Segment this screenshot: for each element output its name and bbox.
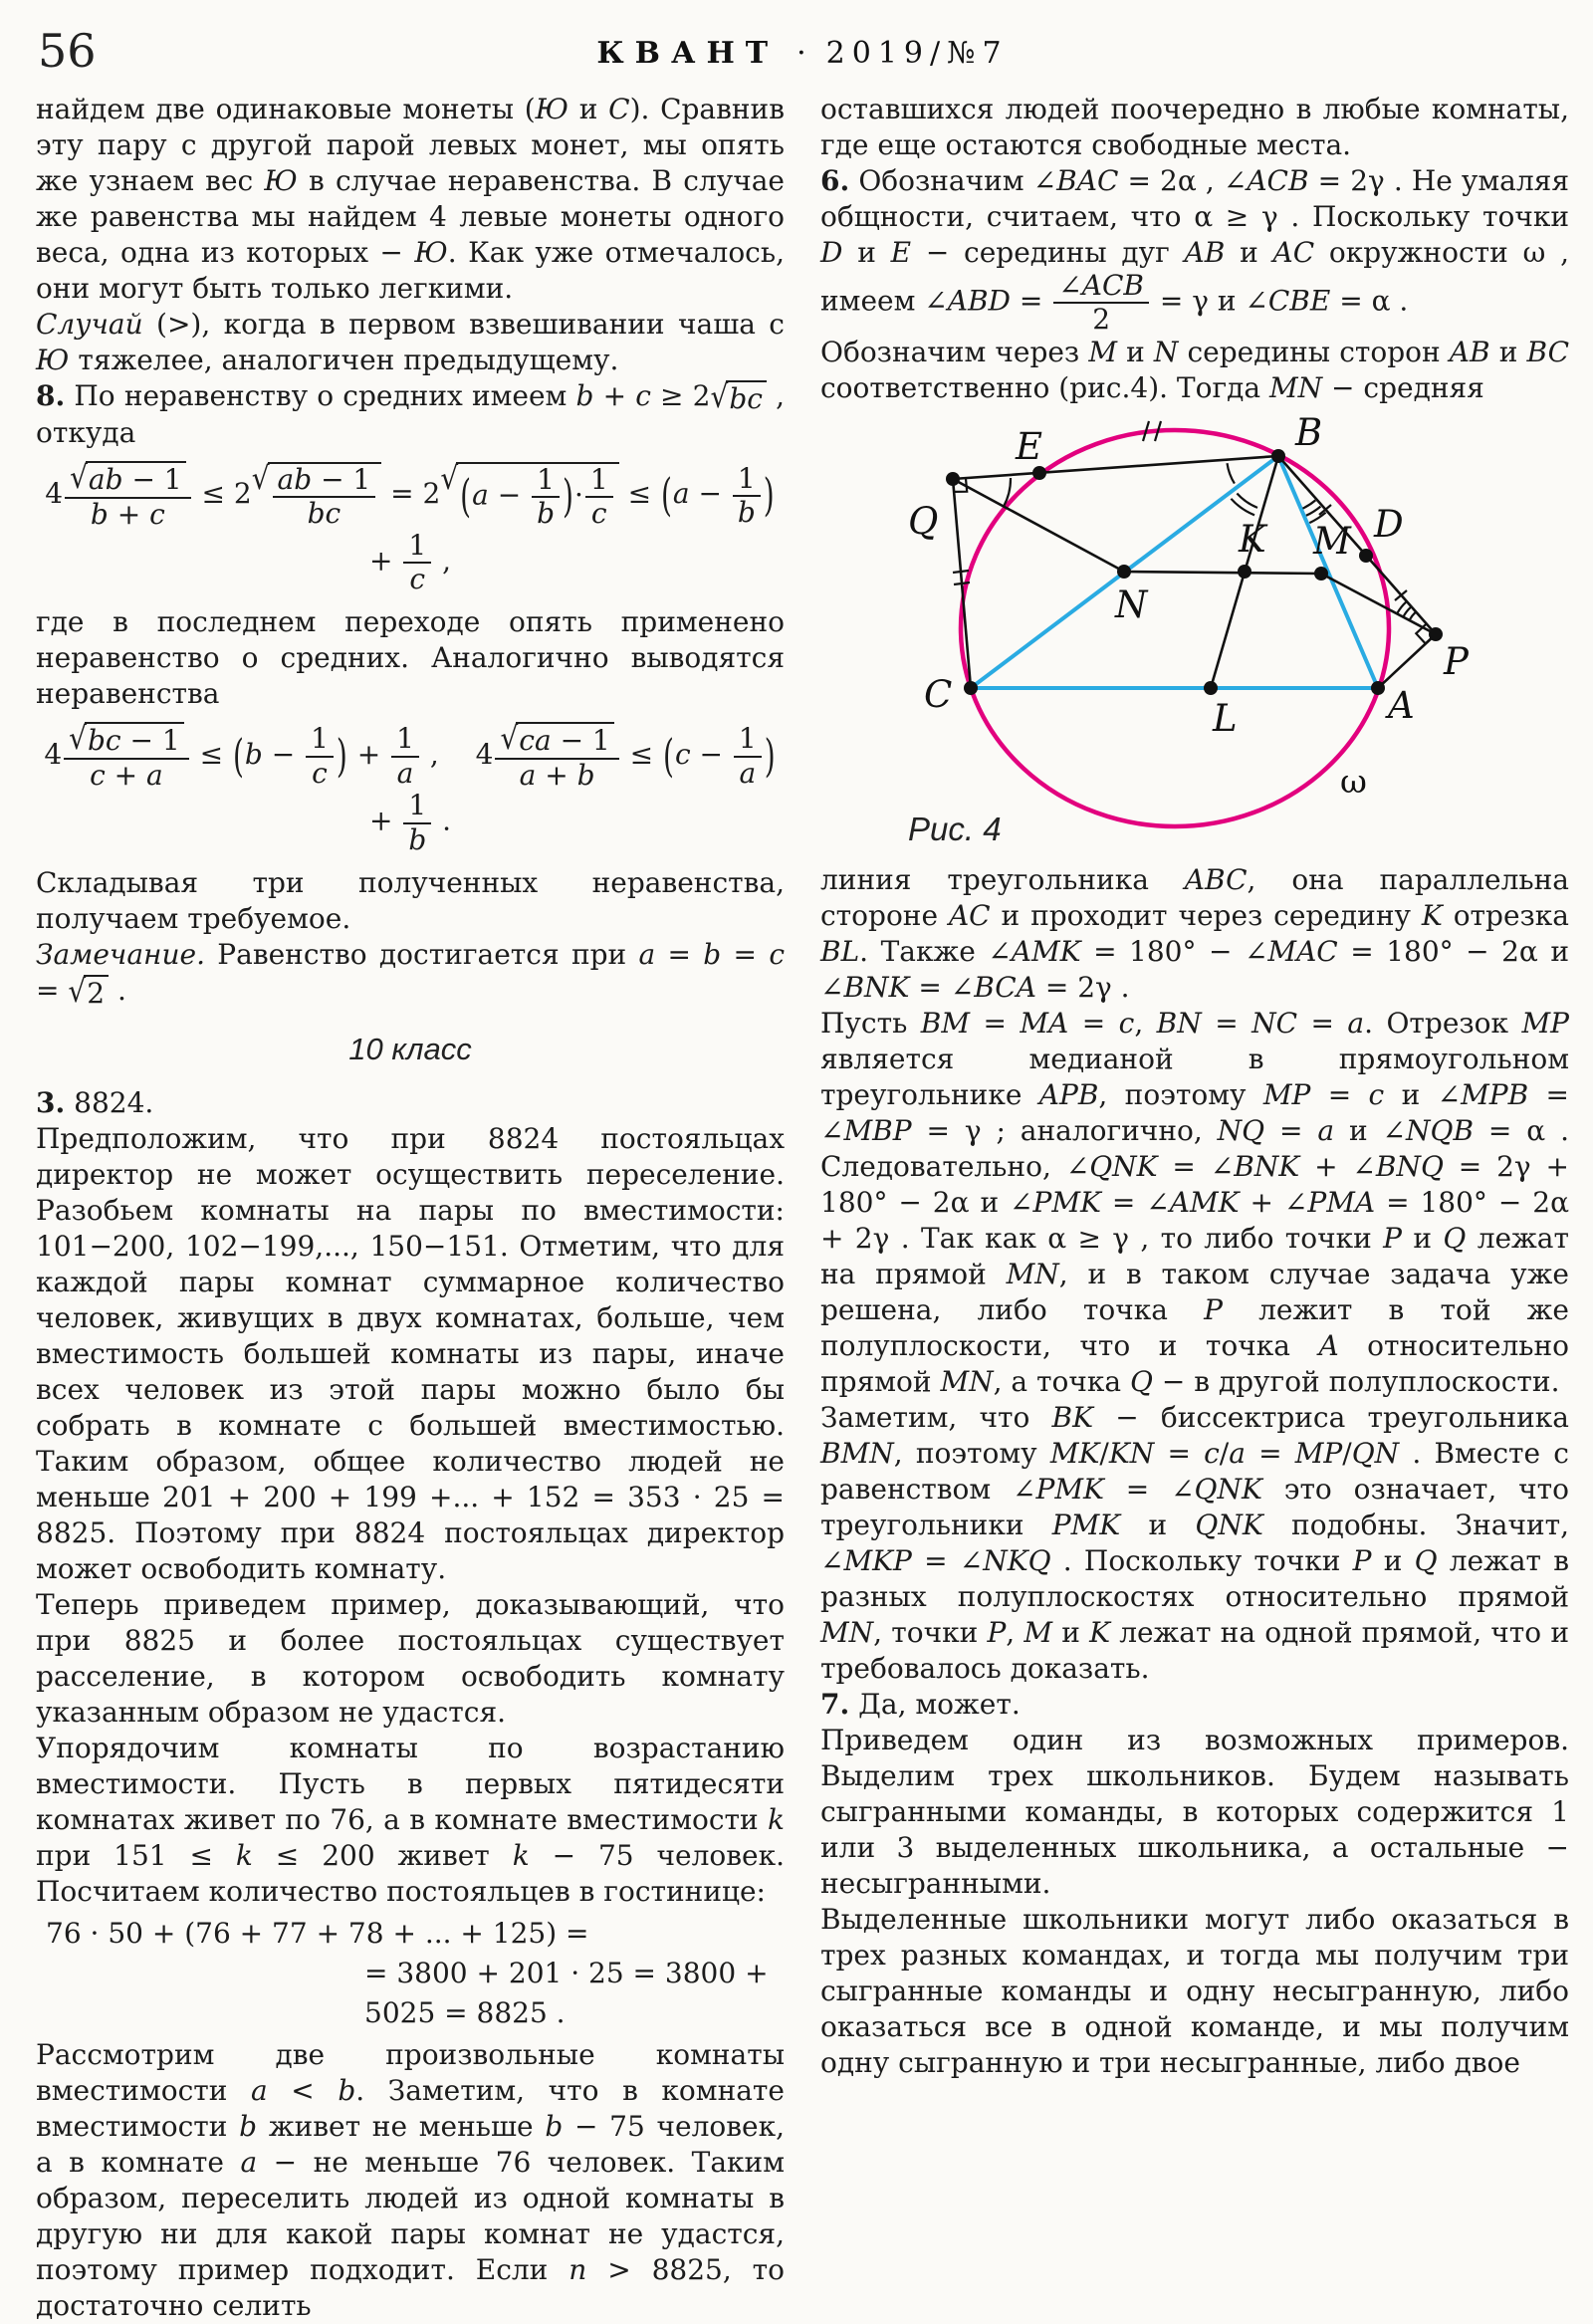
math-var: b	[575, 379, 594, 412]
paragraph: найдем две одинаковые монеты (Ю и С). Сравнив эту пару с другой парой левых монет, мы опять же узнаем вес Ю в случае неравенства. В случае же равенства мы найдем 4 левые монеты одного веса, одна из которых − Ю. Как уже отмечалось, они могут быть только легкими.	[36, 93, 786, 305]
math-var: c	[674, 738, 691, 772]
fraction: $\frac{1}{c}$	[304, 724, 336, 788]
math-var: D	[820, 236, 843, 269]
math-var: MAC	[1267, 935, 1338, 969]
math-var: MN	[1006, 1258, 1059, 1291]
math-var: bc	[729, 381, 763, 415]
paragraph: Предположим, что при 8824 постояльцах директор не может осуществить переселение. Разобьем комнаты на пары по вместимости: 101−200, 102−199,..., 150−151. Отметим, что для каждой пары комнат суммарное количество человек, живущих в двух комнатах, больше, чем вместимость большей комнаты из пары, иначе всех человек из этой пары можно было бы собрать в комнате с большей вместимостью. Таким образом, общее количество людей не меньше 201 + 200 + 199 +... + 152 = 353 · 25 = 8825. Поэтому при 8824 постояльцах директор может освободить комнату.	[36, 1121, 785, 1585]
math-var: a	[672, 477, 690, 511]
fraction: $\frac{\text{∠ACB}}{2}$	[1051, 271, 1151, 335]
math-var: APB	[1038, 1078, 1099, 1112]
math-var: Ю	[36, 344, 70, 376]
point-label-d: D	[1374, 503, 1404, 547]
math-var: n	[569, 2252, 587, 2286]
math-var: P	[1204, 1293, 1223, 1327]
math-var: Q	[1414, 1544, 1438, 1578]
math-var: b	[576, 759, 595, 793]
math-var: ab	[88, 463, 123, 497]
formula-line: = 3800 + 201 · 25 = 3800 + 5025 = 8825 .	[364, 1956, 769, 2029]
point-label-p: P	[1444, 640, 1469, 684]
paragraph: Пусть BM = MA = c, BN = NC = a. Отрезок MP является медианой в прямоугольном треугольнике APB, поэтому MP = c и ∠MPB = ∠MBP = γ ; аналогично, NQ = a и ∠NQB = α . Следовательно, ∠QNK = ∠BNK + ∠BNQ = 2γ + 180° − 2α и ∠PMK = ∠AMK + ∠PMA = 180° − 2α + 2γ . Так как α ≥ γ , то либо точки P и Q лежат на прямой MN, и в таком случае задача уже решена, либо точка P лежит в той же полуплоскости, что и точка A относительно прямой MN, а точка Q − в другой полуплоскости.	[820, 1007, 1569, 1399]
math-var: k	[768, 1802, 785, 1836]
square-root: √ ca − 1	[500, 722, 613, 757]
math-var: AC	[1272, 236, 1315, 269]
math-var: NC	[1252, 1007, 1298, 1041]
math-var: Ю	[414, 236, 448, 269]
square-root: √ 2	[68, 975, 109, 1010]
math-var: PMK	[1032, 1186, 1101, 1220]
math-var: c	[149, 498, 165, 532]
paragraph: линия треугольника ABC, она параллельна стороне AC и проходит через середину K отрезка BL. Также ∠AMK = 180° − ∠MAC = 180° − 2α и ∠BNK = ∠BCA = 2γ .	[820, 863, 1569, 1005]
page-number: 56	[38, 24, 97, 78]
paragraph: Упорядочим комнаты по возрастанию вместимости. Пусть в первых пятидесяти комнатах живет по 76, а в комнате вместимости k при 151 ≤ k ≤ 200 живет k − 75 человек. Посчитаем количество постояльцев в гостинице:	[36, 1731, 785, 1908]
fraction: $\frac{ab - 1}{bc}$	[271, 465, 378, 529]
section-heading: 10 класс	[348, 1031, 472, 1066]
paragraph: Случай (>), когда в первом взвешивании чаша с Ю тяжелее, аналогичен предыдущему.	[36, 308, 785, 376]
math-var: MP	[1294, 1437, 1343, 1471]
math-var: a	[519, 759, 537, 793]
math-var: c	[590, 497, 607, 531]
bold-text: 3.	[36, 1085, 66, 1119]
math-var: QN	[1351, 1437, 1400, 1471]
math-var: MBP	[843, 1114, 912, 1148]
bold-text: 6.	[820, 164, 850, 197]
bold-text: 7.	[820, 1688, 850, 1722]
fraction: $\frac{1}{b}$	[401, 791, 433, 854]
math-var: N	[1153, 336, 1179, 369]
math-var: BNK	[843, 971, 910, 1005]
math-var: c	[312, 756, 328, 790]
fraction: √ ca − 1 a + b	[493, 722, 620, 791]
math-var: c	[1118, 1007, 1135, 1041]
math-var: P	[987, 1616, 1007, 1650]
math-var: a	[146, 759, 163, 793]
square-root: √ (a − $\frac{1}{b}$ )· $\frac{1}{c}$	[440, 462, 618, 529]
math-var: Случай	[36, 308, 143, 341]
square-root: √ bc	[710, 380, 766, 415]
math-var: BAC	[1056, 164, 1119, 197]
math-var: BCA	[974, 971, 1036, 1005]
left-column	[36, 92, 785, 2324]
math-var: Ю	[535, 93, 569, 125]
math-var: a	[739, 756, 757, 790]
square-root: √ ab − 1	[70, 461, 186, 496]
math-var: M	[1088, 336, 1117, 369]
math-var: b	[338, 2073, 356, 2107]
math-var: BNQ	[1375, 1150, 1444, 1184]
display-formula	[36, 1914, 785, 2033]
math-var: ACB	[1081, 269, 1144, 302]
math-var: ca	[519, 723, 552, 757]
math-var: PMK	[1051, 1509, 1121, 1542]
math-var: ACB	[1247, 164, 1309, 197]
math-var: b	[545, 2109, 564, 2143]
math-var: NQB	[1406, 1114, 1475, 1148]
math-var: QNK	[1089, 1150, 1158, 1184]
math-var: QNK	[1195, 1509, 1263, 1542]
math-var: a	[472, 478, 489, 512]
paragraph: где в последнем переходе опять применено неравенство о средних. Аналогично выводятся неравенства	[36, 604, 785, 710]
math-var: MA	[1020, 1007, 1069, 1041]
circumcircle-omega	[961, 430, 1389, 826]
point-label-a: A	[1388, 684, 1415, 728]
figure-caption: Рис. 4	[908, 811, 1002, 848]
fraction: $\frac{1}{a}$	[389, 724, 421, 788]
math-var: BC	[1526, 336, 1570, 369]
math-var: P	[1383, 1222, 1403, 1256]
math-var: PMA	[1307, 1186, 1376, 1220]
math-var: С	[608, 93, 630, 125]
paragraph: 3. 8824.	[36, 1085, 154, 1119]
math-var: a	[1317, 1114, 1335, 1148]
math-var: c	[409, 562, 426, 595]
math-var: PMK	[1035, 1473, 1104, 1507]
paragraph: Складывая три полученных неравенства, получаем требуемое.	[36, 865, 785, 935]
point-label-k: K	[1239, 518, 1266, 562]
bold-text: 8.	[36, 379, 66, 412]
fraction: √ ab − 1 b + c	[63, 461, 193, 530]
paragraph: Заметим, что BK − биссектриса треугольника BMN, поэтому MK/KN = c/a = MP/QN . Вместе с равенством ∠PMK = ∠QNK это означает, что треугольники PMK и QNK подобны. Значит, ∠MKP = ∠NKQ . Поскольку точки P и Q лежат в разных полуплоскостях относительно прямой MN, точки P, M и K лежат на одной прямой, что и требовалось доказать.	[820, 1401, 1570, 1686]
math-var: b	[244, 738, 263, 772]
math-var: Замечание.	[36, 937, 205, 971]
math-var: BNK	[1234, 1150, 1300, 1184]
math-var: a	[251, 2073, 268, 2107]
math-var: MK	[1049, 1437, 1100, 1471]
omega-label: ω	[1340, 762, 1367, 802]
math-var: c	[769, 937, 786, 971]
fraction: $\frac{1}{b}$	[731, 464, 763, 528]
math-var: AB	[1184, 236, 1226, 269]
math-var: CBE	[1267, 284, 1331, 318]
math-var: MP	[1521, 1007, 1569, 1041]
math-var: bc	[307, 497, 341, 531]
point-label-l: L	[1213, 697, 1238, 741]
journal-header	[36, 36, 1569, 71]
fraction: $\frac{1}{a}$	[732, 724, 764, 788]
paragraph: 8. По неравенству о средних имеем b + c ≥ 2 √ bc , откуда	[36, 377, 785, 450]
math-var: NKQ	[983, 1544, 1051, 1578]
math-var: a	[396, 756, 414, 790]
figure-ris-4	[820, 412, 1569, 858]
fraction: √ bc − 1 c + a	[62, 722, 191, 791]
fraction: $\frac{1}{c}$	[401, 531, 433, 594]
math-var: b	[239, 2109, 258, 2143]
math-var: BMN	[820, 1437, 894, 1471]
math-var: BM	[920, 1007, 971, 1041]
math-var: bc	[87, 723, 121, 757]
math-var: b	[737, 495, 756, 529]
math-var: MPB	[1461, 1078, 1529, 1112]
math-var: c	[1204, 1437, 1220, 1471]
math-var: Q	[1443, 1222, 1467, 1256]
paragraph: Выделенные школьники могут либо оказаться в трех разных командах, и тогда мы получим три сыгранные команды и одну несыгранную, либо оказаться все в одной команде, и мы получим одну сыгранную и три несыгранные, либо двое	[820, 1903, 1569, 2080]
math-var: AB	[1449, 336, 1490, 369]
math-var: E	[890, 236, 912, 269]
math-var: AMK	[1169, 1186, 1240, 1220]
math-var: K	[1089, 1616, 1111, 1650]
math-var: MP	[1262, 1078, 1311, 1112]
paragraph: оставшихся людей поочередно в любые комнаты, где еще остаются свободные места.	[820, 93, 1569, 161]
math-var: ab	[277, 463, 313, 497]
square-root: √ $\frac{ab - 1}{bc}$	[252, 462, 382, 529]
display-formula: 4 √ ab − 1 b + c ≤ 2 √ $\frac{ab - 1}{bc}$ = 2 √ (a − $\frac{1}{b}$ )· $\frac{1}{c}$ ≤ (a − $\frac{1}{b}$ ) + $\frac{1}{c}$ ,	[45, 458, 775, 595]
math-var: AC	[948, 899, 991, 933]
math-var: a	[240, 2145, 258, 2179]
paragraph: 6. Обозначим ∠BAC = 2α , ∠ACB = 2γ . Не умаляя общности, считаем, что α ≥ γ . Поскольку точки D и E − середины дуг AB и AC окружности ω , имеем ∠ABD = $\frac{\text{∠ACB}}{2}$ = γ и ∠CBE = α .	[820, 164, 1570, 337]
math-var: ABD	[947, 284, 1011, 318]
math-var: k	[235, 1838, 253, 1872]
paragraph: Замечание. Равенство достигается при a = b = c = √ 2 .	[36, 937, 786, 1010]
math-var: AMK	[1011, 935, 1081, 969]
paragraph: Приведем один из возможных примеров. Выделим трех школьников. Будем называть сыгранными команды, в которых содержится 1 или 3 выделенных школьника, а остальные − несыгранными.	[820, 1724, 1569, 1901]
math-var: KN	[1108, 1437, 1155, 1471]
math-var: a	[638, 937, 656, 971]
right-column	[820, 92, 1569, 2081]
math-var: BK	[1051, 1401, 1094, 1435]
math-var: MN	[1268, 371, 1323, 405]
math-var: a	[1347, 1007, 1365, 1041]
math-var: MN	[820, 1616, 874, 1650]
math-var: b	[408, 822, 427, 856]
point-label-n: N	[1115, 583, 1148, 627]
math-var: QNK	[1194, 1473, 1262, 1507]
math-var: ABC	[1184, 863, 1248, 897]
paragraph: Теперь приведем пример, доказывающий, что при 8825 и более постояльцах существует расселение, в котором освободить комнату указанным образом не удастся.	[36, 1587, 785, 1729]
paragraph: Рассмотрим две произвольные комнаты вместимости a < b. Заметим, что в комнате вместимости b живет не меньше b − 75 человек, а в комнате a − не меньше 76 человек. Таким образом, переселить людей из одной комнаты в другую ни для какой пары комнат не удастся, поэтому пример подходит. Если n > 8825, то достаточно селить	[36, 2037, 785, 2322]
math-var: BL	[820, 935, 860, 969]
math-var: b	[703, 937, 722, 971]
point-label-b: B	[1295, 412, 1323, 455]
paragraph: Обозначим через M и N середины сторон AB и BC соответственно (рис.4). Тогда MN − средняя	[820, 336, 1570, 405]
journal-issue: 2019/№7	[825, 36, 1009, 71]
math-var: b	[537, 497, 556, 531]
journal-title: КВАНТ	[596, 36, 780, 71]
header-separator: ·	[796, 36, 808, 71]
math-var: NQ	[1217, 1114, 1265, 1148]
display-formula: 4 √ bc − 1 c + a ≤ (b − $\frac{1}{c}$ ) + $\frac{1}{a}$ , 4 √ ca − 1 a + b ≤ (c − $\frac{1}{a}$ ) + $\frac{1}{b}$ .	[44, 719, 776, 856]
math-var: c	[635, 379, 651, 412]
point-label-q: Q	[908, 500, 939, 544]
math-var: BN	[1156, 1007, 1202, 1041]
math-var: k	[512, 1838, 530, 1872]
point-label-e: E	[1016, 425, 1043, 469]
paragraph: 7. Да, может.	[820, 1688, 1021, 1722]
math-var: Ю	[264, 164, 298, 197]
point-label-m: M	[1313, 520, 1351, 564]
fraction: $\frac{1}{b}$	[530, 465, 562, 529]
fraction: $\frac{1}{c}$	[583, 465, 615, 529]
formula-line: 76 · 50 + (76 + 77 + 78 + ... + 125) =	[46, 1916, 589, 1950]
math-var: K	[1421, 899, 1443, 933]
math-var: MKP	[843, 1544, 912, 1578]
math-var: c	[90, 759, 106, 793]
math-var: b	[90, 498, 109, 532]
math-var: P	[1352, 1544, 1372, 1578]
math-var: a	[1229, 1437, 1246, 1471]
square-root: √ bc − 1	[69, 722, 184, 757]
math-var: M	[1024, 1616, 1053, 1650]
math-var: c	[1368, 1078, 1385, 1112]
geometry-figure	[820, 412, 1569, 858]
math-var: A	[1318, 1329, 1339, 1363]
point-label-c: C	[924, 673, 953, 717]
math-var: Q	[1129, 1365, 1153, 1399]
math-var: MN	[940, 1365, 994, 1399]
